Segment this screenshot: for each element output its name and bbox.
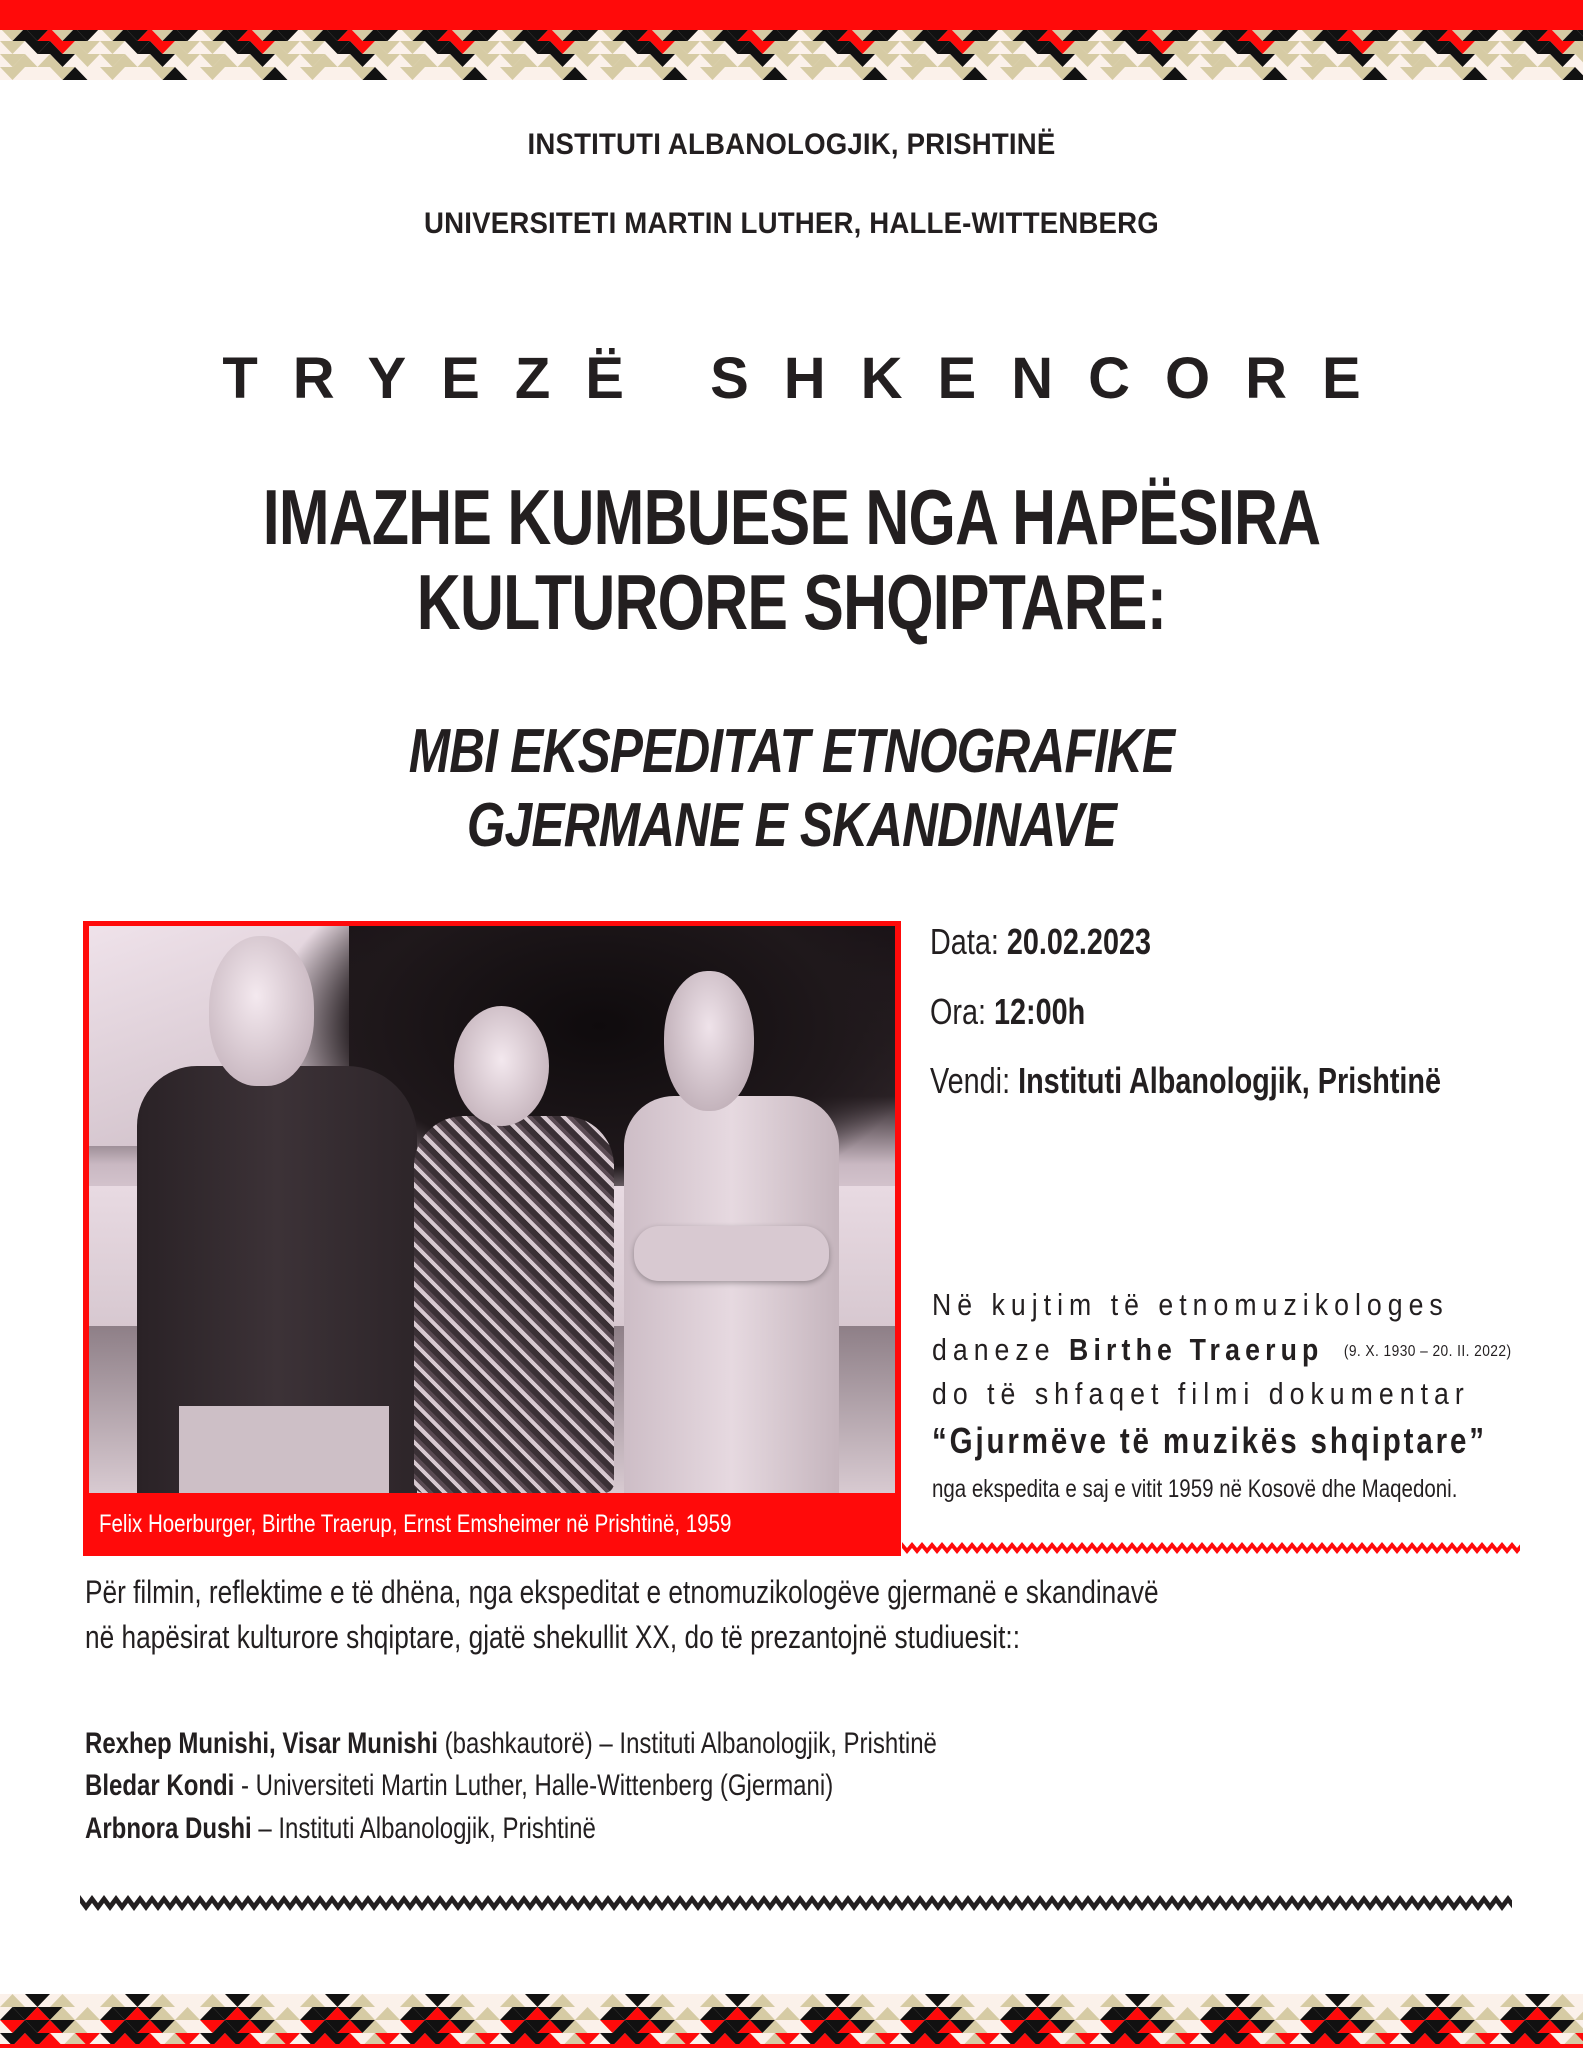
bottom-decorative-border (0, 1994, 1583, 2048)
black-zigzag-divider (80, 1891, 1512, 1911)
memorial-honoree: Birthe Traerup (1069, 1332, 1324, 1367)
memorial-line-3: do të shfaqet filmi dokumentar (932, 1376, 1470, 1411)
main-title-line-1: IMAZHE KUMBUESE NGA HAPËSIRA (262, 473, 1321, 561)
speaker-affiliation: - Universiteti Martin Luther, Halle-Wittenberg (Gjermani) (234, 1769, 834, 1802)
event-time (930, 992, 1085, 1032)
person-right-crossed-arms (634, 1226, 829, 1281)
red-zigzag-divider (902, 1538, 1520, 1554)
organizer-university: UNIVERSITETI MARTIN LUTHER, HALLE-WITTENBERG (424, 207, 1159, 240)
person-center-dress (414, 1116, 614, 1493)
event-date (930, 922, 1151, 962)
speaker-names: Rexhep Munishi, Visar Munishi (85, 1727, 438, 1760)
speaker-names: Arbnora Dushi (85, 1812, 252, 1845)
time-value: 12:00h (994, 991, 1086, 1032)
historical-photo (89, 926, 895, 1493)
triangle-pattern-top (0, 0, 1583, 80)
venue-label: Vendi: (930, 1060, 1011, 1101)
subtitle-line-1: MBI EKSPEDITAT ETNOGRAFIKE (408, 717, 1175, 786)
speaker-note: (bashkautorë) (437, 1727, 593, 1760)
film-origin: nga ekspedita e saj e vitit 1959 në Kosovë dhe Maqedoni. (932, 1475, 1458, 1503)
memorial-dates: (9. X. 1930 – 20. II. 2022) (1343, 1343, 1512, 1360)
memorial-line-2 (932, 1332, 1511, 1368)
memorial-prefix: daneze (932, 1332, 1056, 1367)
time-label: Ora: (930, 991, 987, 1032)
event-type-heading: TRYEZË SHKENCORE (222, 346, 1396, 411)
top-decorative-border (0, 0, 1583, 80)
organizer-institute: INSTITUTI ALBANOLOGJIK, PRISHTINË (527, 128, 1056, 161)
triangle-pattern-bottom (0, 1994, 1583, 2048)
speaker-entry (85, 1809, 596, 1849)
memorial-line-1: Në kujtim të etnomuzikologes (932, 1287, 1449, 1322)
person-left-head (209, 936, 314, 1086)
person-left-legs (179, 1406, 389, 1493)
speaker-names: Bledar Kondi (85, 1769, 235, 1802)
film-title: “Gjurmëve të muzikës shqiptare” (932, 1420, 1487, 1461)
intro-paragraph-line-1: Për filmin, reflektime e të dhëna, nga ekspeditat e etnomuzikologëve gjermanë e skandinavë (85, 1574, 1159, 1610)
person-right-body (624, 1096, 839, 1493)
venue-value: Instituti Albanologjik, Prishtinë (1018, 1060, 1442, 1101)
date-label: Data: (930, 921, 999, 962)
speaker-affiliation: – Instituti Albanologjik, Prishtinë (592, 1727, 937, 1760)
person-center-head (454, 1006, 549, 1126)
person-right-head (664, 971, 754, 1111)
date-value: 20.02.2023 (1006, 921, 1151, 962)
event-venue (930, 1061, 1441, 1101)
photo-caption: Felix Hoerburger, Birthe Traerup, Ernst Emsheimer në Prishtinë, 1959 (99, 1510, 732, 1538)
photo-frame (83, 921, 901, 1556)
speaker-entry (85, 1724, 937, 1764)
main-title-line-2: KULTURORE SHQIPTARE: (416, 558, 1167, 646)
intro-paragraph-line-2: në hapësirat kulturore shqiptare, gjatë shekullit XX, do të prezantojnë studiuesit:: (85, 1619, 1020, 1655)
photo-caption-bar (83, 1493, 901, 1556)
speaker-entry (85, 1766, 833, 1806)
subtitle-line-2: GJERMANE E SKANDINAVE (466, 791, 1117, 860)
speaker-affiliation: – Instituti Albanologjik, Prishtinë (251, 1812, 596, 1845)
